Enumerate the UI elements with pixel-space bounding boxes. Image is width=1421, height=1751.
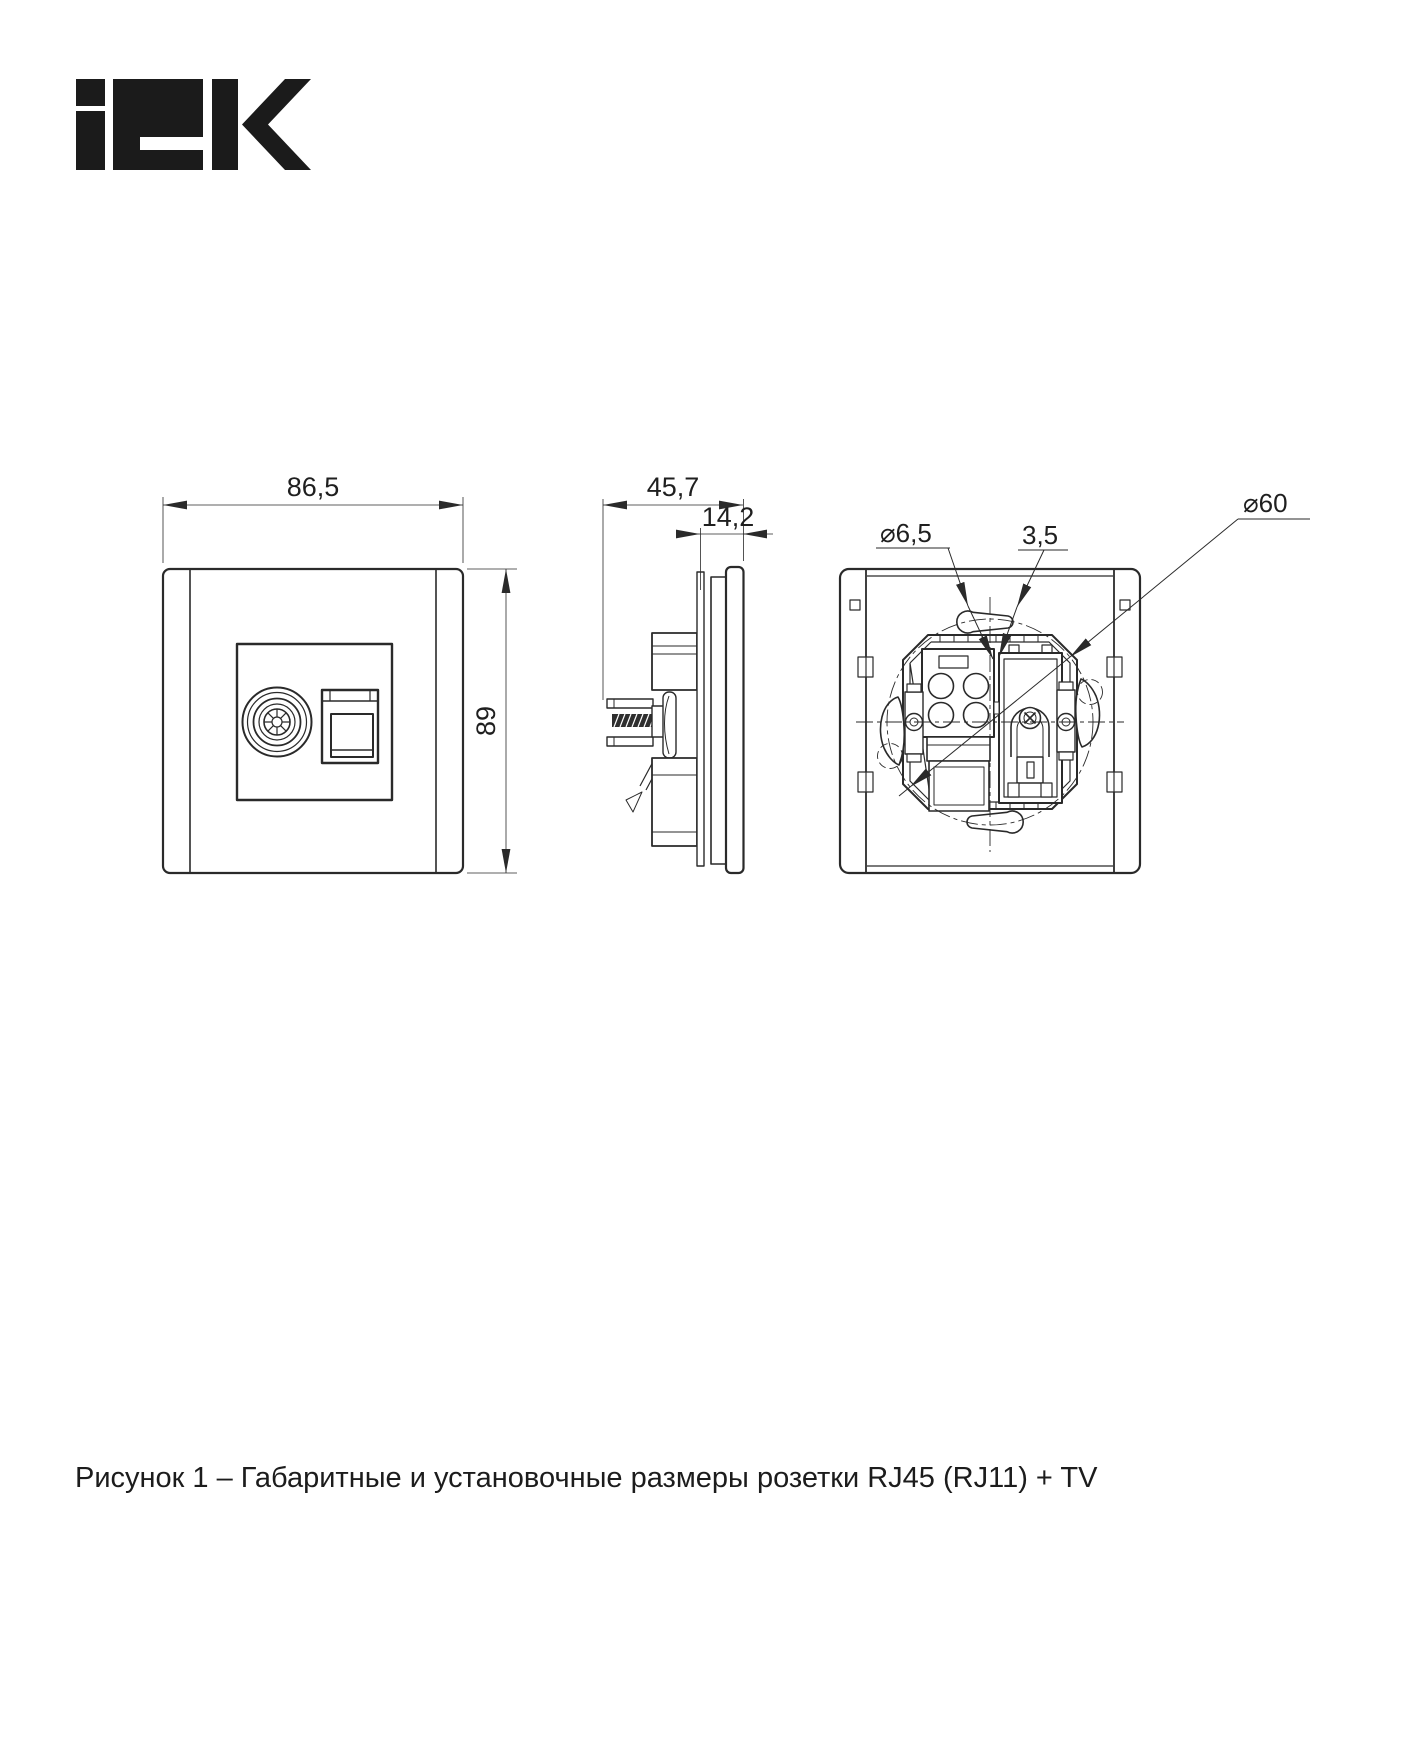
dim-back-keyhole: ⌀6,5 <box>880 518 932 548</box>
back-view <box>840 488 1310 873</box>
frame-slab <box>711 577 726 864</box>
dim-side-protrusion: 14,2 <box>701 502 755 532</box>
mechanism-upper-block <box>652 633 697 690</box>
logo-k-stem <box>212 79 238 170</box>
tv-socket <box>243 688 312 757</box>
plate-slab <box>726 567 744 873</box>
dim-front-width: 86,5 <box>286 472 340 502</box>
mechanism-lower-block <box>652 758 697 846</box>
side-view <box>603 472 773 873</box>
dim-front-height: 89 <box>471 705 501 737</box>
screw-nut <box>652 706 664 737</box>
iek-logo <box>76 79 311 170</box>
dimension-front-width <box>163 472 463 563</box>
logo-i-stem <box>76 111 105 170</box>
front-view <box>163 472 517 873</box>
logo-k-chevron <box>242 79 311 170</box>
figure-caption: Рисунок 1 – Габаритные и установочные размеры розетки RJ45 (RJ11) + TV <box>75 1462 1098 1494</box>
claw-screw <box>612 714 658 727</box>
logo-i-dot <box>76 79 105 106</box>
terminal-block <box>922 649 994 811</box>
dimension-front-height <box>467 569 517 873</box>
dim-back-slot: 3,5 <box>1022 520 1059 550</box>
dim-back-mount: ⌀60 <box>1243 488 1288 518</box>
logo-e-block <box>113 79 203 170</box>
logo-e-notch <box>140 137 203 150</box>
rj45-socket <box>322 690 378 763</box>
dim-side-depth: 45,7 <box>646 472 700 502</box>
support-flange <box>697 572 704 866</box>
